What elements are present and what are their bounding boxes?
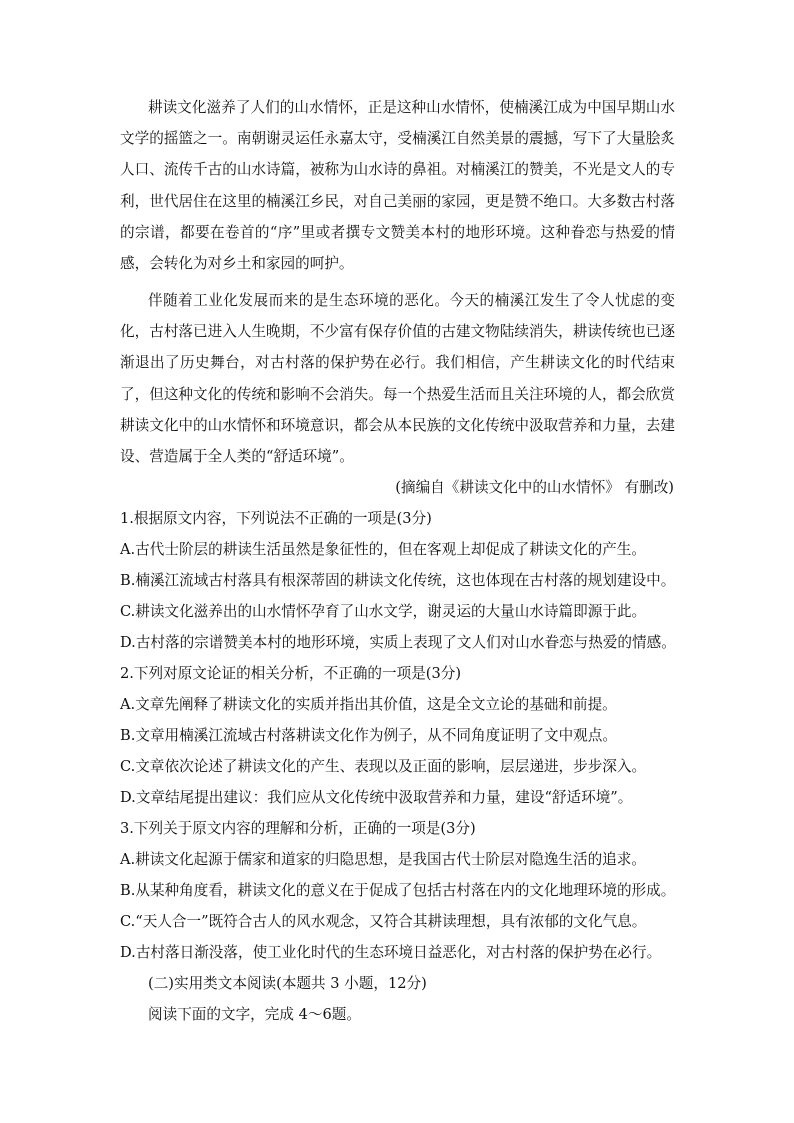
question-2-option-d: D.文章结尾提出建议：我们应从文化传统中汲取营养和力量，建设“舒适环境”。 (120, 789, 633, 806)
question-2-option-b: B.文章用楠溪江流域古村落耕读文化作为例子，从不同角度证明了文中观点。 (120, 727, 617, 744)
question-2-option-a: A.文章先阐释了耕读文化的实质并指出其价值，这是全文立论的基础和前提。 (120, 696, 617, 713)
question-2-option-c: C.文章依次论述了耕读文化的产生、表现以及正面的影响，层层递进，步步深入。 (120, 758, 647, 775)
question-3-option-a: A.耕读文化起源于儒家和道家的归隐思想，是我国古代士阶层对隐逸生活的追求。 (120, 851, 646, 868)
section-heading: (二)实用类文本阅读(本题共 3 小题，12分) (148, 975, 427, 992)
passage-paragraph-2: 伴随着工业化发展而来的是生态环境的恶化。今天的楠溪江发生了令人忧虑的变化，古村落已进入人生晚期，不少富有保存价值的古建文物陆续消失，耕读传统也已逐渐退出了历史舞台，对古村落的保护势在必行。我们相信，产生耕读文化的时代结束了，但这种文化的传统和影响不会消失。每一个热爱生活而且关注环境的人，都会欣赏耕读文化中的山水情怀和环境意识，都会从本民族的文化传统中汲取营养和力量，去建设、营造属于全人类的“舒适环境”。 (120, 292, 675, 466)
passage-source: (摘编自《耕读文化中的山水情怀》 有删改) (395, 479, 674, 496)
section-instruction: 阅读下面的文字，完成 4～6题。 (148, 1006, 361, 1023)
question-1-option-d: D.古村落的宗谱赞美本村的地形环境，实质上表现了文人们对山水眷恋与热爱的情感。 (120, 634, 676, 651)
question-3-option-c: C.“天人合一”既符合古人的风水观念，又符合其耕读理想，具有浓郁的文化气息。 (120, 913, 647, 930)
question-3-stem: 3.下列关于原文内容的理解和分析，正确的一项是(3分) (120, 820, 476, 837)
question-1-option-b: B.楠溪江流域古村落具有根深蒂固的耕读文化传统，这也体现在古村落的规划建设中。 (120, 572, 676, 589)
question-3-option-b: B.从某种角度看，耕读文化的意义在于促成了包括古村落在内的文化地理环境的形成。 (120, 882, 676, 899)
question-2-stem: 2.下列对原文论证的相关分析，不正确的一项是(3分) (120, 665, 462, 682)
question-1-stem: 1.根据原文内容，下列说法不正确的一项是(3分) (120, 510, 432, 527)
passage-paragraph-1: 耕读文化滋养了人们的山水情怀，正是这种山水情怀，使楠溪江成为中国早期山水文学的摇篮之一。南朝谢灵运任永嘉太守，受楠溪江自然美景的震撼，写下了大量脍炙人口、流传千古的山水诗篇，被称为山水诗的鼻祖。对楠溪江的赞美，不光是文人的专利，世代居住在这里的楠溪江乡民，对自己美丽的家园，更是赞不绝口。大多数古村落的宗谱，都要在卷首的“序”里或者撰专文赞美本村的地形环境。这种眷恋与热爱的情感，会转化为对乡土和家园的呵护。 (120, 99, 675, 273)
question-1-option-c: C.耕读文化滋养出的山水情怀孕育了山水文学，谢灵运的大量山水诗篇即源于此。 (120, 603, 647, 620)
question-1-option-a: A.古代士阶层的耕读生活虽然是象征性的，但在客观上却促成了耕读文化的产生。 (120, 541, 646, 558)
question-3-option-d: D.古村落日渐没落，使工业化时代的生态环境日益恶化，对古村落的保护势在必行。 (120, 944, 662, 961)
